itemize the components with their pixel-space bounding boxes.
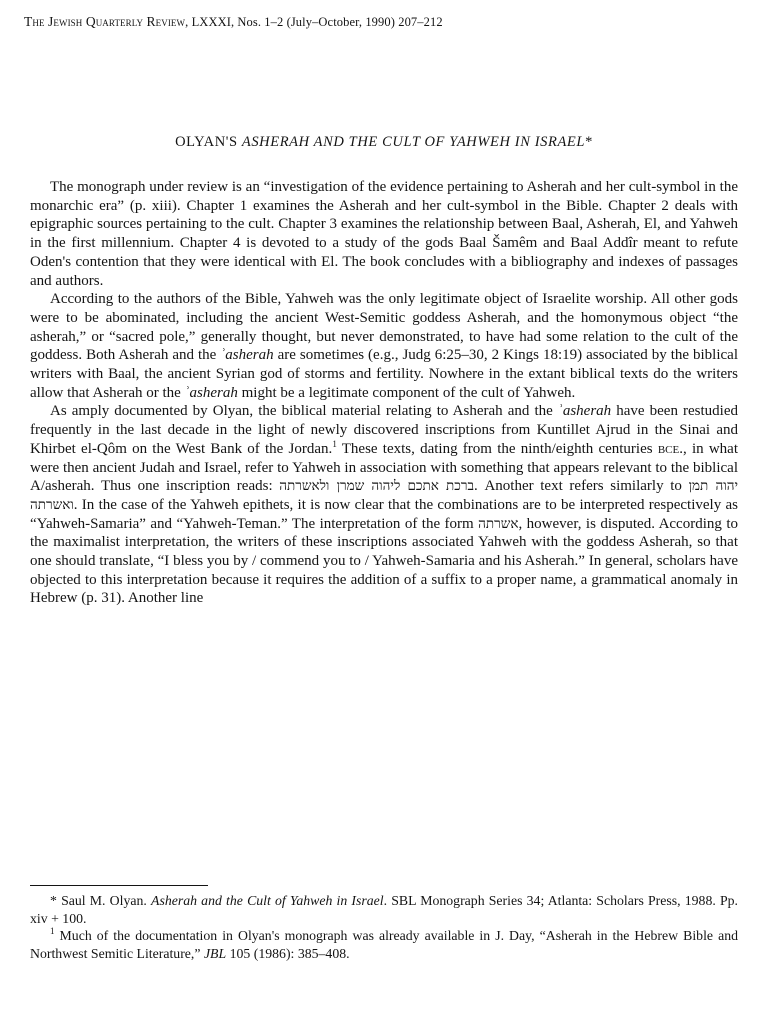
footnote-1-text-a: Much of the documentation in Olyan's monograph was already available in J. Day, “Asherah in the Hebrew Bible and Northwest Semitic Literature,” xyxy=(30,928,738,961)
footnote-divider xyxy=(30,885,208,886)
paragraph-3-text-f: . Another text refers similarly to xyxy=(474,478,689,495)
title-prefix: OLYAN'S xyxy=(175,134,242,150)
footnote-star-book-title: Asherah and the Cult of Yahweh in Israel xyxy=(151,893,384,908)
title-footnote-mark: * xyxy=(585,134,593,150)
hebrew-inscription-2: יהוה תמן ואשרתה xyxy=(30,478,739,513)
footnote-1-mark: 1 xyxy=(50,926,55,936)
paragraph-3-text-c: have been restudied frequently in the last decade in the light of newly discovered inscriptions from Kuntillet Ajrud in the Sinai and Khirbet el-Qôm on the West Bank of the Jordan. xyxy=(30,403,738,457)
footnotes xyxy=(30,892,738,962)
title-italic: ASHERAH AND THE CULT OF YAHWEH IN ISRAEL xyxy=(241,134,586,150)
paragraph-3-text-e: ., in what were then ancient Judah and Israel, refer to Yahweh in association with something that appears relevant to the biblical A/asherah. Thus one inscription reads: xyxy=(30,440,738,495)
article-title xyxy=(30,134,738,151)
paragraph-3-text-d: These texts, dating from the ninth/eighth centuries xyxy=(336,440,658,457)
paragraph-2-asherah-2: ʾasherah xyxy=(184,384,238,401)
paragraph-2 xyxy=(30,290,738,402)
hebrew-inscription-1: ברכת אתכם ליהוה שמרן ולאשרתה xyxy=(279,478,475,495)
journal-citation: , LXXXI, Nos. 1–2 (July–October, 1990) 207–212 xyxy=(185,15,443,29)
footnote-star-text-a: Saul M. Olyan. xyxy=(61,893,152,908)
era-abbreviation: bce xyxy=(657,440,680,457)
footnote-1 xyxy=(30,927,738,962)
paragraph-2-text-e: might be a legitimate component of the cult of Yahweh. xyxy=(237,384,576,401)
paragraph-2-text-a: According to the authors of the Bible, Yahweh was the only legitimate object of Israelite worship. All other gods were to be abominated, including the ancient West-Semitic goddess Asherah, and the homonymous object “the asherah,” or “sacred pole,” generally thought, but never demonstrated, to have had some relation to the cult of the goddess. Both Asherah and the xyxy=(30,291,738,364)
running-head xyxy=(24,14,744,30)
paragraph-2-asherah-1: ʾasherah xyxy=(220,347,274,364)
paragraph-1-text: The monograph under review is an “investigation of the evidence pertaining to Asherah and her cult-symbol in the monarchic era” (p. xiii). Chapter 1 examines the Asherah and her cult-symbol in the Bible. Chapter 2 deals with epigraphic sources pertaining to the cult. Chapter 3 examines the relationship between Baal, Asherah, El, and Yahweh in the first millennium. Chapter 4 is devoted to a study of the gods Baal Šamêm and Baal Addîr meant to refute Oden's contention that they were identical with El. The book concludes with a bibliography and indexes of passages and authors. xyxy=(30,179,738,289)
paragraph-3-text-h: , however, is disputed. According to the maximalist interpretation, the writers of these inscriptions associated Yahweh with the goddess Asherah, so that one should translate, “I bless you by / commend you to / Yahweh-Samaria and his Asherah.” In general, scholars have objected to this interpretation because it requires the addition of a suffix to a proper name, a grammatical anomaly in Hebrew (p. 31). Another line xyxy=(30,515,739,607)
paragraph-3-text-g: . In the case of the Yahweh epithets, it is now clear that the combinations are to be interpreted respectively as “Yahweh-Samaria” and “Yahweh-Teman.” The interpretation of the form xyxy=(30,496,738,532)
journal-name: The Jewish Quarterly Review xyxy=(24,14,186,29)
paragraph-1 xyxy=(30,178,738,290)
footnote-star xyxy=(30,892,738,927)
paragraph-3-text-a: As amply documented by Olyan, the biblical material relating to Asherah and the xyxy=(50,403,558,420)
footnote-star-mark: * xyxy=(50,893,62,908)
article-body xyxy=(30,178,738,608)
footnote-1-text-c: 105 (1986): 385–408. xyxy=(226,945,350,961)
footnote-ref-1: 1 xyxy=(332,438,337,449)
paragraph-3-asherah: ʾasherah xyxy=(557,403,612,420)
footnote-star-text-c: . SBL Monograph Series 34; Atlanta: Scholars Press, 1988. Pp. xiv + 100. xyxy=(30,893,738,926)
paragraph-3 xyxy=(30,402,738,608)
paragraph-2-text-c: are sometimes (e.g., Judg 6:25–30, 2 Kings 18:19) associated by the biblical writers with Baal, the ancient Syrian god of storms and fertility. Nowhere in the extant biblical texts do the writers allow that Asherah or the xyxy=(30,347,738,401)
hebrew-form-asherata: אשרתה xyxy=(478,515,519,532)
footnote-1-journal: JBL xyxy=(203,945,227,961)
